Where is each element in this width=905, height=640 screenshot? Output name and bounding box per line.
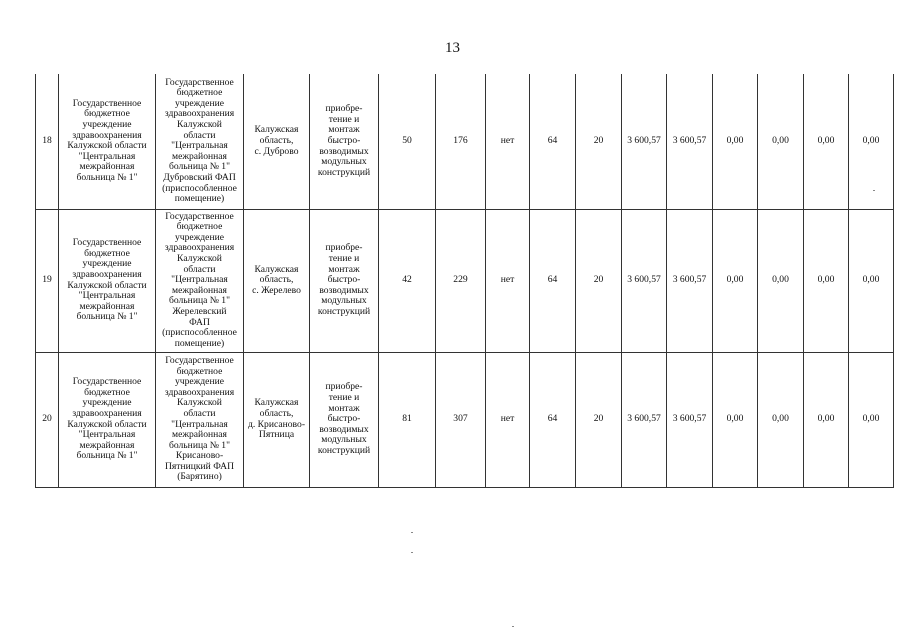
row-number: 19 [36, 209, 59, 352]
amount-cell: 3 600,57 [667, 74, 713, 209]
method-text: приобре- тение и монтаж быстро- возводимых модульных конструкций [317, 381, 371, 456]
scan-speck [873, 190, 875, 191]
institution-cell [59, 74, 156, 209]
value-cell: 64 [530, 352, 576, 487]
amount-cell: 0,00 [849, 209, 894, 352]
location-cell [244, 209, 310, 352]
institution-text: Государственное бюджетное учреждение здравоохранения Калужской области "Центральная межрайонная больница № 1" [67, 237, 147, 323]
amount-cell: 0,00 [758, 74, 804, 209]
value-cell: нет [486, 352, 530, 487]
value-cell: 81 [379, 352, 436, 487]
amount-cell: 0,00 [713, 352, 758, 487]
method-cell [310, 209, 379, 352]
value-cell: 176 [436, 74, 486, 209]
table-row [36, 74, 894, 209]
amount-cell: 0,00 [713, 209, 758, 352]
value-cell: 20 [576, 352, 622, 487]
method-cell [310, 74, 379, 209]
scan-speck [411, 532, 413, 533]
value-cell: 20 [576, 209, 622, 352]
institution-cell [59, 209, 156, 352]
value-cell: 50 [379, 74, 436, 209]
institution-cell [59, 352, 156, 487]
institution-text: Государственное бюджетное учреждение здравоохранения Калужской области "Центральная межрайонная больница № 1" [67, 97, 147, 184]
location-text: Калужская область, д. Крисаново- Пятница [247, 397, 306, 441]
row-number: 18 [36, 74, 59, 209]
method-cell [310, 352, 379, 487]
amount-cell: 0,00 [804, 74, 849, 209]
amount-cell: 0,00 [849, 74, 894, 209]
row-number: 20 [36, 352, 59, 487]
amount-cell: 0,00 [804, 352, 849, 487]
location-cell [244, 352, 310, 487]
table-row [36, 352, 894, 487]
location-cell [244, 74, 310, 209]
method-text: приобре- тение и монтаж быстро- возводимых модульных конструкций [317, 103, 371, 178]
object-cell [156, 74, 244, 209]
value-cell: нет [486, 74, 530, 209]
amount-cell: 0,00 [713, 74, 758, 209]
table-row [36, 209, 894, 352]
value-cell: 64 [530, 209, 576, 352]
amount-cell: 3 600,57 [622, 74, 667, 209]
method-text: приобре- тение и монтаж быстро- возводимых модульных конструкций [317, 242, 371, 317]
amount-cell: 0,00 [758, 352, 804, 487]
location-text: Калужская область, с. Жерелево [252, 263, 301, 296]
object-text: Государственное бюджетное учреждение здравоохранения Калужской области "Центральная межрайонная больница № 1" Дубровский ФАП (приспособленное помещение) [162, 76, 237, 205]
scan-speck [411, 552, 413, 553]
value-cell: 42 [379, 209, 436, 352]
amount-cell: 3 600,57 [667, 352, 713, 487]
amount-cell: 0,00 [849, 352, 894, 487]
amount-cell: 3 600,57 [667, 209, 713, 352]
location-text: Калужская область, с. Дуброво [254, 124, 299, 157]
object-text: Государственное бюджетное учреждение здравоохранения Калужской области "Центральная межрайонная больница № 1" Жерелевский ФАП (приспособленное помещение) [162, 210, 237, 349]
value-cell: нет [486, 209, 530, 352]
amount-cell: 3 600,57 [622, 209, 667, 352]
object-cell [156, 352, 244, 487]
value-cell: 229 [436, 209, 486, 352]
facilities-table [35, 74, 894, 488]
value-cell: 64 [530, 74, 576, 209]
scan-speck [512, 626, 514, 627]
page-number: 13 [445, 40, 460, 56]
institution-text: Государственное бюджетное учреждение здравоохранения Калужской области "Центральная межрайонная больница № 1" [67, 376, 147, 462]
amount-cell: 3 600,57 [622, 352, 667, 487]
value-cell: 20 [576, 74, 622, 209]
amount-cell: 0,00 [758, 209, 804, 352]
object-text: Государственное бюджетное учреждение здравоохранения Калужской области "Центральная межрайонная больница № 1" Крисаново- Пятницкий ФАП (Барятино) [164, 354, 235, 483]
amount-cell: 0,00 [804, 209, 849, 352]
value-cell: 307 [436, 352, 486, 487]
object-cell [156, 209, 244, 352]
